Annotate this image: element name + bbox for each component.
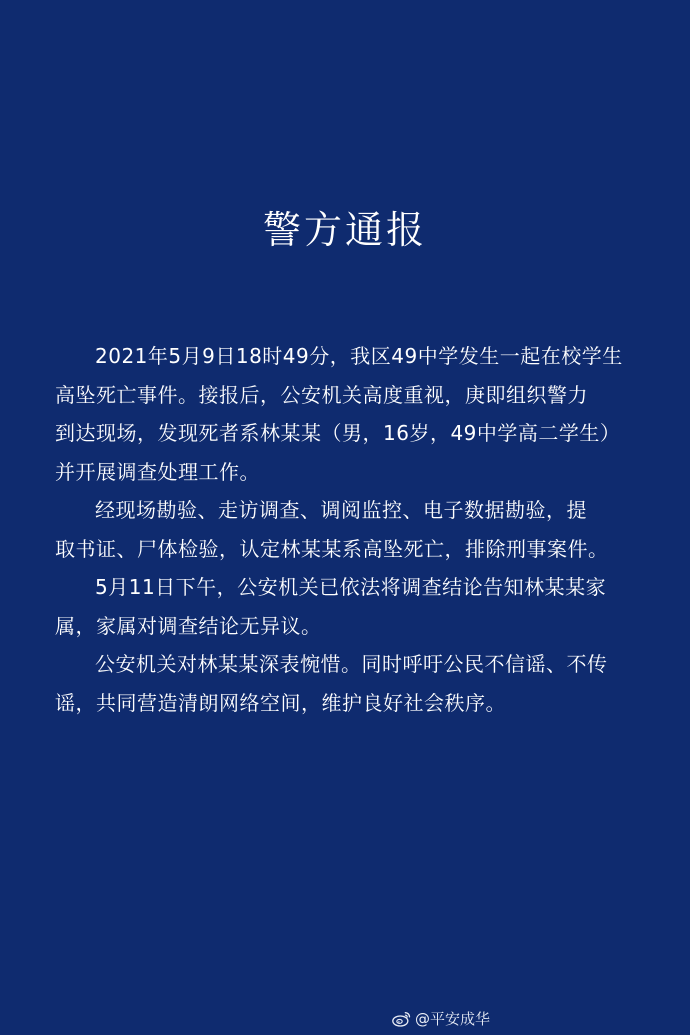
notice-body [55,337,645,722]
notice-paragraph-2: 经现场勘验、走访调查、调阅监控、电子数据勘验，提 取书证、尸体检验，认定林某某系高坠死亡，排除刑事案件。 [55,498,609,561]
notice-paragraph-3: 5月11日下午，公安机关已依法将调查结论告知林某某家 属，家属对调查结论无异议。 [55,575,607,638]
notice-paragraph-4: 公安机关对林某某深表惋惜。同时呼吁公民不信谣、不传 谣，共同营造清朗网络空间，维护良好社会秩序。 [55,652,608,715]
notice-paragraph-1: 2021年5月9日18时49分，我区49中学发生一起在校学生 高坠死亡事件。接报后，公安机关高度重视，庚即组织警力 到达现场，发现死者系林某某（男，16岁，49中学高二学生） 并开展调查处理工作。 [55,344,623,484]
weibo-icon [392,1010,412,1027]
weibo-account-name: @平安成华 [415,1009,491,1028]
weibo-watermark [392,1005,490,1031]
notice-title: 警方通报 [262,208,427,252]
